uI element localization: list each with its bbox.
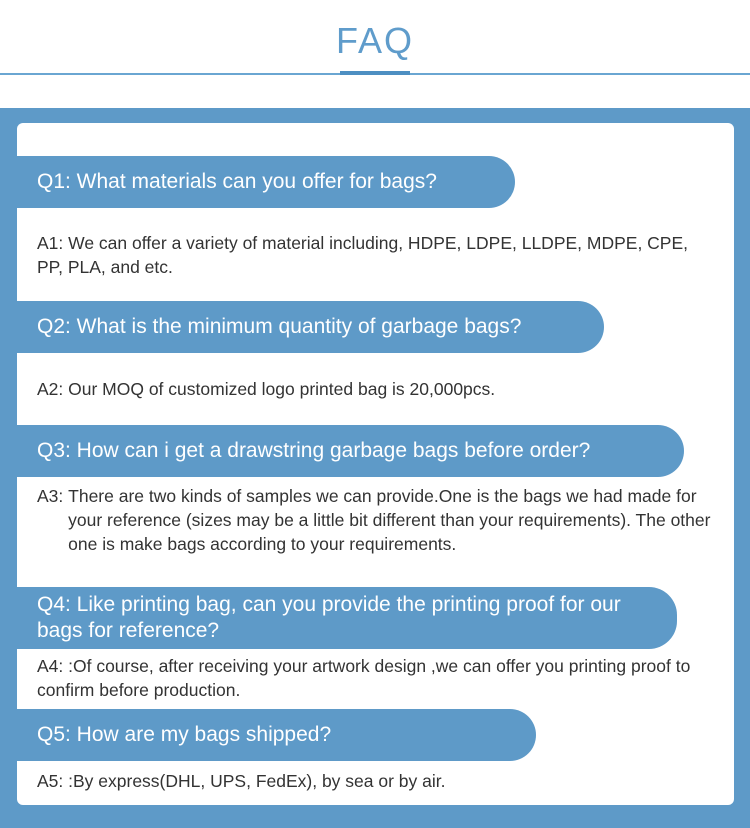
faq-card bbox=[17, 123, 734, 805]
faq-header bbox=[0, 0, 750, 108]
faq-answer-5: A5: :By express(DHL, UPS, FedEx), by sea or by air. bbox=[37, 771, 446, 791]
faq-question-2: Q2: What is the minimum quantity of garbage bags? bbox=[17, 301, 604, 353]
faq-frame bbox=[0, 108, 750, 828]
faq-question-1: Q1: What materials can you offer for bags? bbox=[17, 156, 515, 208]
faq-answer-1: A1: We can offer a variety of material including, HDPE, LDPE, LLDPE, MDPE, CPE, PP, PLA, and etc. bbox=[37, 233, 689, 277]
faq-question-3: Q3: How can i get a drawstring garbage bags before order? bbox=[17, 425, 684, 477]
faq-answer-4: A4: :Of course, after receiving your artwork design ,we can offer you printing proof to confirm before production. bbox=[37, 656, 691, 700]
faq-answer-3-body: There are two kinds of samples we can provide.One is the bags we had made for your reference (sizes may be a little bit different than your requirements). The other one is make bags according to your requirements. bbox=[68, 486, 711, 554]
title-underline-accent bbox=[340, 71, 410, 75]
faq-question-5: Q5: How are my bags shipped? bbox=[17, 709, 536, 761]
faq-answer-3-lead: A3: bbox=[37, 486, 64, 506]
faq-answer-2: A2: Our MOQ of customized logo printed bag is 20,000pcs. bbox=[37, 379, 496, 399]
page-title: FAQ bbox=[335, 20, 415, 61]
faq-question-4: Q4: Like printing bag, can you provide the printing proof for our bags for reference? bbox=[17, 587, 677, 649]
faq-answer-3 bbox=[37, 484, 727, 556]
